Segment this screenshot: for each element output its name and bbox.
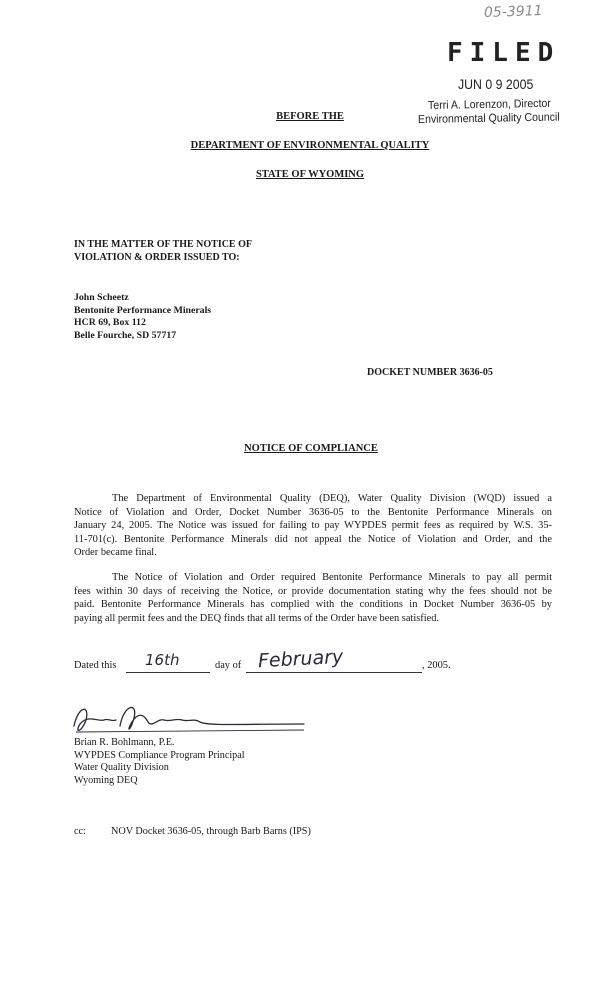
address-name: John Scheetz	[74, 292, 129, 303]
matter-line-1: IN THE MATTER OF THE NOTICE OF	[74, 239, 252, 250]
dated-month-handwritten: February	[257, 645, 344, 673]
signer-block	[74, 737, 245, 787]
matter-heading	[74, 239, 252, 264]
paragraph-1-line: 11-701(c). Bentonite Performance Minerals did not appeal the Notice of Violation and Order, and the	[74, 533, 552, 545]
paragraph-2-line: paid. Bentonite Performance Minerals has complied with the conditions in Docket Number 3636-05 by	[74, 599, 552, 611]
header-state: STATE OF WYOMING	[255, 169, 365, 180]
filed-stamp-date: JUN 0 9 2005	[458, 76, 534, 92]
dated-day-handwritten: 16th	[145, 651, 180, 669]
paragraph-1-line: The Department of Environmental Quality (DEQ), Water Quality Division (WQD) issued a	[112, 493, 552, 504]
filed-stamp-name: Terri A. Lorenzon, Director	[427, 97, 551, 112]
signer-division: Water Quality Division	[74, 762, 169, 773]
header-before-the: BEFORE THE	[276, 111, 344, 122]
signer-agency: Wyoming DEQ	[74, 774, 138, 786]
address-city: Belle Fourche, SD 57717	[74, 329, 177, 341]
address-company: Bentonite Performance Minerals	[74, 304, 212, 316]
cc-label: cc:	[74, 826, 86, 837]
day-blank-line	[126, 672, 210, 673]
notice-title: NOTICE OF COMPLIANCE	[244, 443, 378, 454]
docket-number: DOCKET NUMBER 3636-05	[367, 367, 493, 378]
paragraph-1-line: Notice of Violation and Order, Docket Number 3636-05 to the Bentonite Performance Minerals on	[74, 506, 552, 518]
filed-stamp-title: FILED	[447, 38, 561, 68]
paragraph-2	[74, 571, 552, 625]
paragraph-2-line: The Notice of Violation and Order required Bentonite Performance Minerals to pay all permit	[112, 572, 552, 583]
matter-line-2: VIOLATION & ORDER ISSUED TO:	[74, 251, 240, 263]
filed-stamp	[400, 38, 580, 138]
dated-prefix: Dated this	[74, 660, 117, 671]
address-block	[74, 292, 211, 342]
paragraph-1-line: January 24, 2005. The Notice was issued for failing to pay WYPDES permit fees as required by W.S. 35-	[74, 520, 552, 532]
address-street: HCR 69, Box 112	[74, 317, 146, 328]
signature-mark	[68, 696, 318, 742]
paragraph-2-line: fees within 30 days of receiving the Notice, or provide documentation stating why the fees should not be	[74, 585, 552, 597]
cc-text: NOV Docket 3636-05, through Barb Barns (IPS)	[111, 826, 311, 837]
signer-title: WYPDES Compliance Program Principal	[74, 749, 245, 761]
signer-name: Brian R. Bohlmann, P.E.	[74, 737, 175, 748]
handwritten-reference: 05-3911	[483, 2, 543, 22]
paragraph-2-line: paying all permit fees and the DEQ finds that all terms of the Order have been satisfied.	[74, 612, 439, 624]
dated-day-of: day of	[215, 660, 242, 671]
filed-stamp-office: Environmental Quality Council	[417, 111, 560, 126]
header-department: DEPARTMENT OF ENVIRONMENTAL QUALITY	[190, 140, 430, 151]
paragraph-1	[74, 492, 552, 560]
month-blank-line	[246, 672, 422, 673]
paragraph-1-line: Order became final.	[74, 547, 157, 559]
dated-year: , 2005.	[422, 660, 451, 671]
